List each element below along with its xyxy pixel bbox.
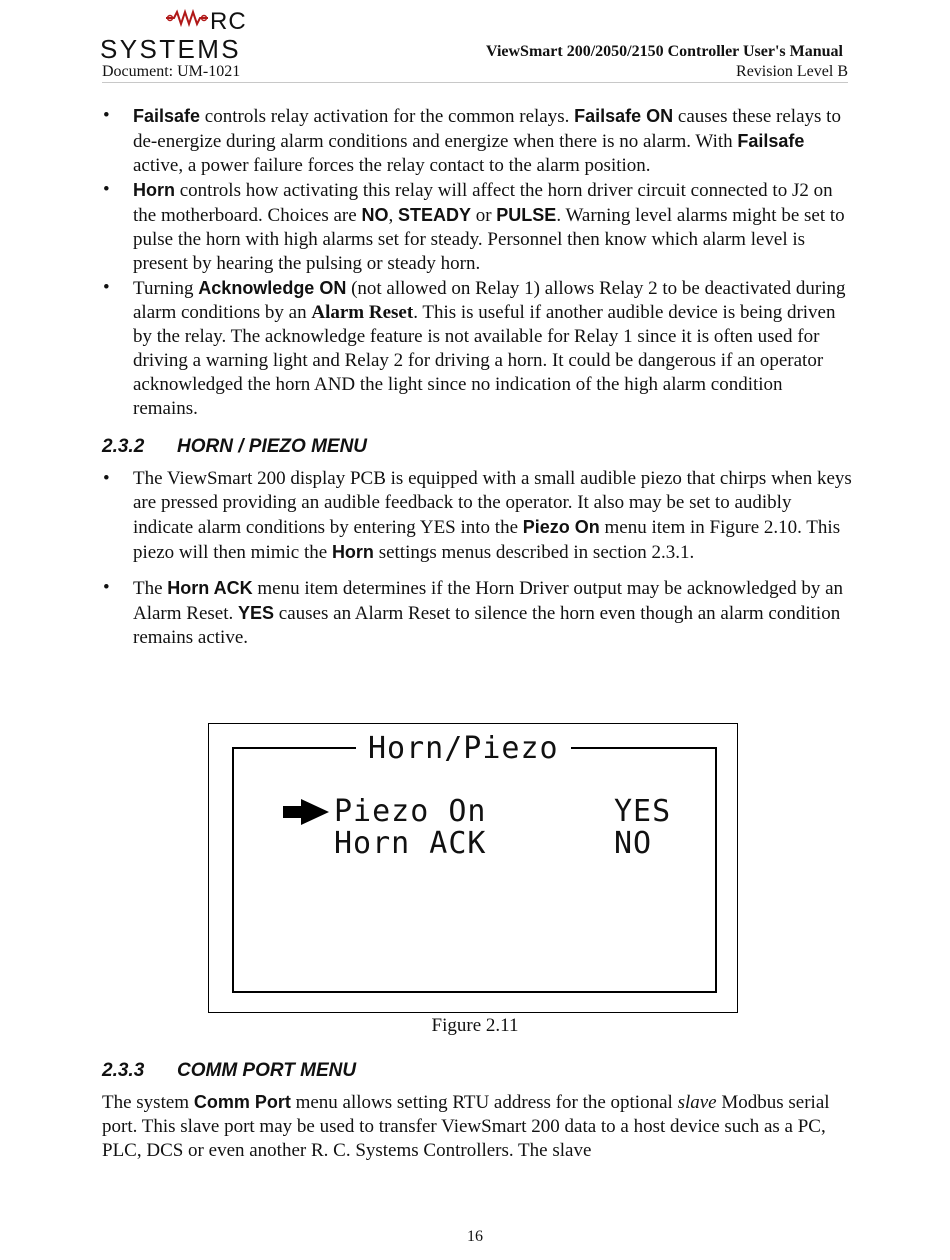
keyword: Piezo On: [522, 517, 600, 537]
page-number: 16: [467, 1228, 483, 1245]
text-run: Turning: [133, 278, 199, 299]
header-divider: [102, 82, 848, 83]
italic-text: slave: [677, 1092, 717, 1113]
list-item-piezo: [102, 467, 852, 565]
document-id: Document: UM-1021: [102, 63, 241, 80]
text-run: settings menus described in section 2.3.1.: [373, 542, 695, 563]
text-run: active, a power failure forces the relay contact to the alarm position.: [133, 155, 651, 176]
keyword: Failsafe: [133, 106, 201, 126]
keyword: Failsafe: [737, 131, 805, 151]
keyword: Horn: [331, 542, 374, 562]
selection-arrow-icon: [283, 799, 331, 830]
text-run: (not allowed on Relay 1) allows Relay 2 to be deactivated during alarm conditions by an: [133, 278, 846, 323]
keyword: Acknowledge ON: [198, 278, 347, 298]
keyword: Failsafe ON: [574, 106, 674, 126]
text-run: Modbus serial port. This slave port may be used to transfer ViewSmart 200 data to a host device such as a PC, PLC, DCS or even another R. C. Systems Controllers. The slave: [102, 1092, 830, 1161]
section-heading-2-3-2: [102, 436, 367, 458]
text-run: The ViewSmart 200 display PCB is equipped with a small audible piezo that chirps when keys are pressed providing an audible feedback to the operator. It also may be set to audibly indicate alarm conditions by entering YES into the: [133, 468, 852, 538]
lcd-row-label: Piezo On: [334, 794, 487, 829]
text-run: . This is useful if another audible device is being driven by the relay. The acknowledge feature is not available for Relay 1 since it is often used for driving a warning light and Relay 2 for driving a horn. It could be dangerous if an operator acknowledged the horn AND the light since no indication of the high alarm condition remains.: [133, 302, 836, 419]
keyword: NO: [361, 205, 389, 225]
text-run: ,: [388, 205, 398, 226]
section-title: COMM PORT MENU: [177, 1060, 357, 1081]
rc-systems-logo: [100, 8, 270, 62]
manual-title: ViewSmart 200/2050/2150 Controller User's Manual: [485, 43, 843, 60]
section-number: 2.3.3: [102, 1060, 145, 1081]
text-run: . Warning level alarms might be set to pulse the horn with high alarms set for steady. Personnel then know which alarm level is present by hearing the pulsing or steady horn.: [133, 205, 845, 274]
text-run: menu item determines if the Horn Driver output may be acknowledged by an Alarm Reset.: [133, 578, 844, 624]
figure-caption: Figure 2.11: [431, 1015, 519, 1036]
relay-bullet-list: [102, 104, 852, 421]
text-run: menu item in Figure 2.10. This piezo will then mimic the: [133, 517, 841, 563]
text-run: controls how activating this relay will affect the horn driver circuit connected to J2 on the motherboard. Choices are: [133, 180, 833, 226]
list-item-acknowledge: [102, 276, 852, 421]
lcd-row-label: Horn ACK: [334, 826, 487, 861]
text-run: or: [470, 205, 497, 226]
keyword: STEADY: [397, 205, 471, 225]
revision-level: Revision Level B: [736, 63, 848, 80]
text-run: The: [133, 578, 168, 599]
comm-port-paragraph: [102, 1090, 852, 1163]
list-item-failsafe: [102, 104, 852, 178]
logo-systems-text: SYSTEMS: [100, 34, 242, 62]
keyword: YES: [238, 603, 275, 623]
horn-piezo-bullet-list: [102, 467, 852, 650]
keyword: PULSE: [496, 205, 557, 225]
text-run: The system: [102, 1092, 194, 1113]
list-item-horn: [102, 178, 852, 276]
keyword: Comm Port: [193, 1092, 291, 1112]
list-item-horn-ack: [102, 576, 852, 650]
text-run: controls relay activation for the common relays.: [200, 106, 575, 127]
keyword: Horn: [133, 180, 175, 200]
text-run: causes an Alarm Reset to silence the horn even though an alarm condition remains active.: [133, 603, 841, 648]
logo-graphic: [100, 8, 270, 62]
lcd-screen-border: [232, 747, 717, 993]
lcd-row-value: YES: [614, 794, 672, 829]
section-number: 2.3.2: [102, 436, 145, 457]
section-heading-2-3-3: [102, 1060, 356, 1082]
keyword: Horn ACK: [167, 578, 253, 598]
lcd-menu-title: Horn/Piezo: [356, 729, 571, 769]
keyword: Alarm Reset: [311, 302, 414, 323]
text-run: causes these relays to de-energize during alarm conditions and energize when there is no alarm. With: [133, 106, 841, 152]
lcd-row-value: NO: [614, 826, 653, 861]
section-title: HORN / PIEZO MENU: [177, 436, 368, 457]
logo-rc-text: RC: [210, 8, 247, 35]
text-run: menu allows setting RTU address for the optional: [290, 1092, 678, 1113]
